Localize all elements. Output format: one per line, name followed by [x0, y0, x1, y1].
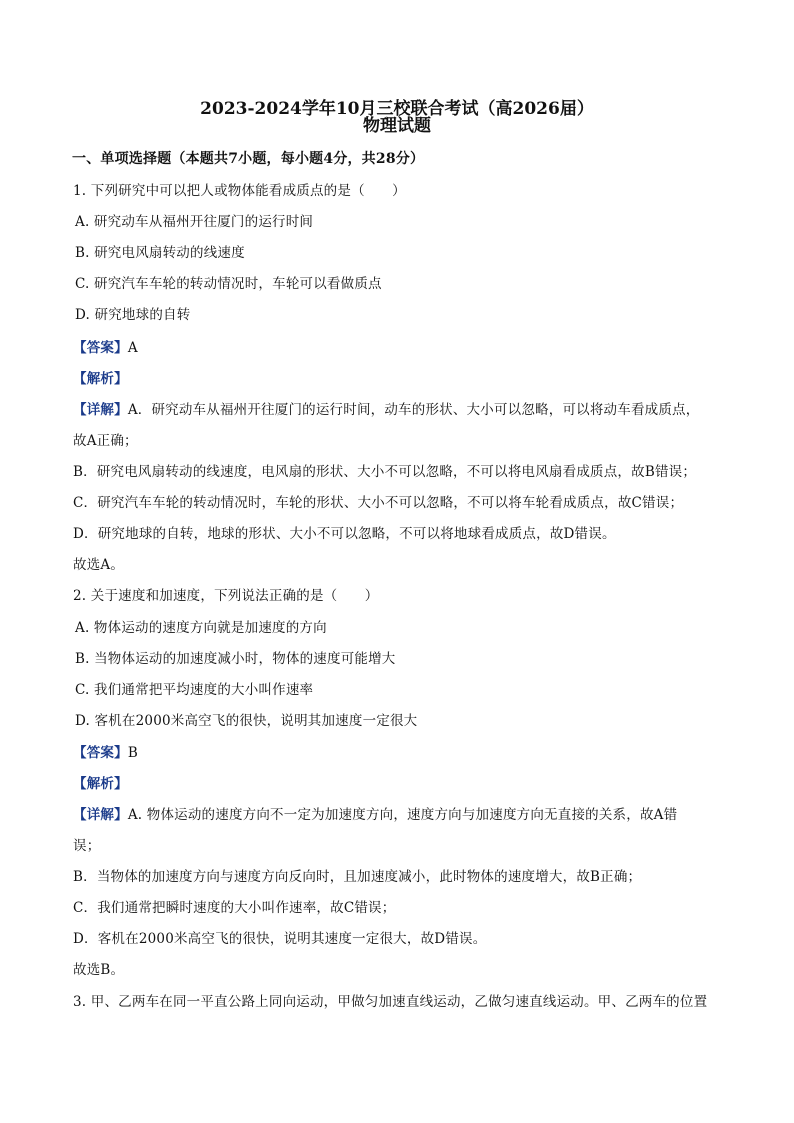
question-1-detail-line: D．研究地球的自转，地球的形状、大小不可以忽略，不可以将地球看成质点，故D错误。 — [73, 526, 616, 542]
question-2-option-a: A. 物体运动的速度方向就是加速度的方向 — [75, 620, 327, 636]
question-1-option-d: D. 研究地球的自转 — [75, 307, 191, 323]
analysis-tag: 【解析】 — [73, 776, 128, 792]
subject-title: 物理试题 — [363, 116, 431, 136]
question-1-option-b: B. 研究电风扇转动的线速度 — [75, 245, 245, 261]
question-1-option-c: C. 研究汽车车轮的转动情况时，车轮可以看做质点 — [75, 276, 382, 292]
question-1-detail-line: B．研究电风扇转动的线速度，电风扇的形状、大小不可以忽略，不可以将电风扇看成质点，故B错误； — [73, 464, 697, 480]
question-1-detail-line — [73, 401, 699, 419]
question-1-detail-line: C．研究汽车车轮的转动情况时，车轮的形状、大小不可以忽略，不可以将车轮看成质点，故C错误； — [73, 495, 684, 511]
question-2-detail-line — [73, 806, 677, 824]
question-2-option-d: D. 客机在2000米高空飞的很快，说明其加速度一定很大 — [75, 713, 418, 729]
answer-tag: 【答案】 — [73, 745, 128, 761]
question-2-option-b: B. 当物体运动的加速度减小时，物体的速度可能增大 — [75, 651, 396, 667]
analysis-tag: 【解析】 — [73, 371, 128, 387]
question-1-answer — [73, 339, 138, 357]
question-3-stem: 3. 甲、乙两车在同一平直公路上同向运动，甲做匀加速直线运动，乙做匀速直线运动。甲、乙两车的位置 — [73, 994, 708, 1010]
question-2-detail-line: D．客机在2000米高空飞的很快，说明其速度一定很大，故D错误。 — [73, 931, 487, 947]
question-2-conclusion: 故选B。 — [73, 962, 125, 978]
question-1-stem: 1. 下列研究中可以把人或物体能看成质点的是（ ） — [73, 183, 406, 199]
question-1-detail-line: 故A正确； — [73, 433, 138, 449]
page-title: 2023-2024学年10月三校联合考试（高2026届） — [200, 99, 594, 119]
question-1-analysis — [73, 370, 128, 388]
question-1-option-a: A. 研究动车从福州开往厦门的运行时间 — [75, 214, 314, 230]
answer-value: A — [127, 340, 138, 356]
answer-tag: 【答案】 — [73, 340, 128, 356]
detail-tag: 【详解】 — [73, 402, 128, 418]
detail-text: A．研究动车从福州开往厦门的运行时间，动车的形状、大小可以忽略，可以将动车看成质点， — [127, 402, 700, 418]
question-2-stem: 2. 关于速度和加速度，下列说法正确的是（ ） — [73, 588, 379, 604]
question-2-analysis — [73, 775, 128, 793]
question-2-detail-line: B．当物体的加速度方向与速度方向反向时，且加速度减小，此时物体的速度增大，故B正确； — [73, 869, 642, 885]
answer-value: B — [127, 745, 138, 761]
section-heading: 一、单项选择题（本题共7小题，每小题4分，共28分） — [72, 151, 425, 167]
question-2-option-c: C. 我们通常把平均速度的大小叫作速率 — [75, 682, 314, 698]
question-2-detail-line: C．我们通常把瞬时速度的大小叫作速率，故C错误； — [73, 900, 396, 916]
question-2-detail-line: 误； — [73, 838, 101, 854]
question-2-answer — [73, 744, 138, 762]
detail-text: A. 物体运动的速度方向不一定为加速度方向，速度方向与加速度方向无直接的关系，故A错 — [127, 807, 678, 823]
question-1-conclusion: 故选A。 — [73, 557, 125, 573]
detail-tag: 【详解】 — [73, 807, 128, 823]
